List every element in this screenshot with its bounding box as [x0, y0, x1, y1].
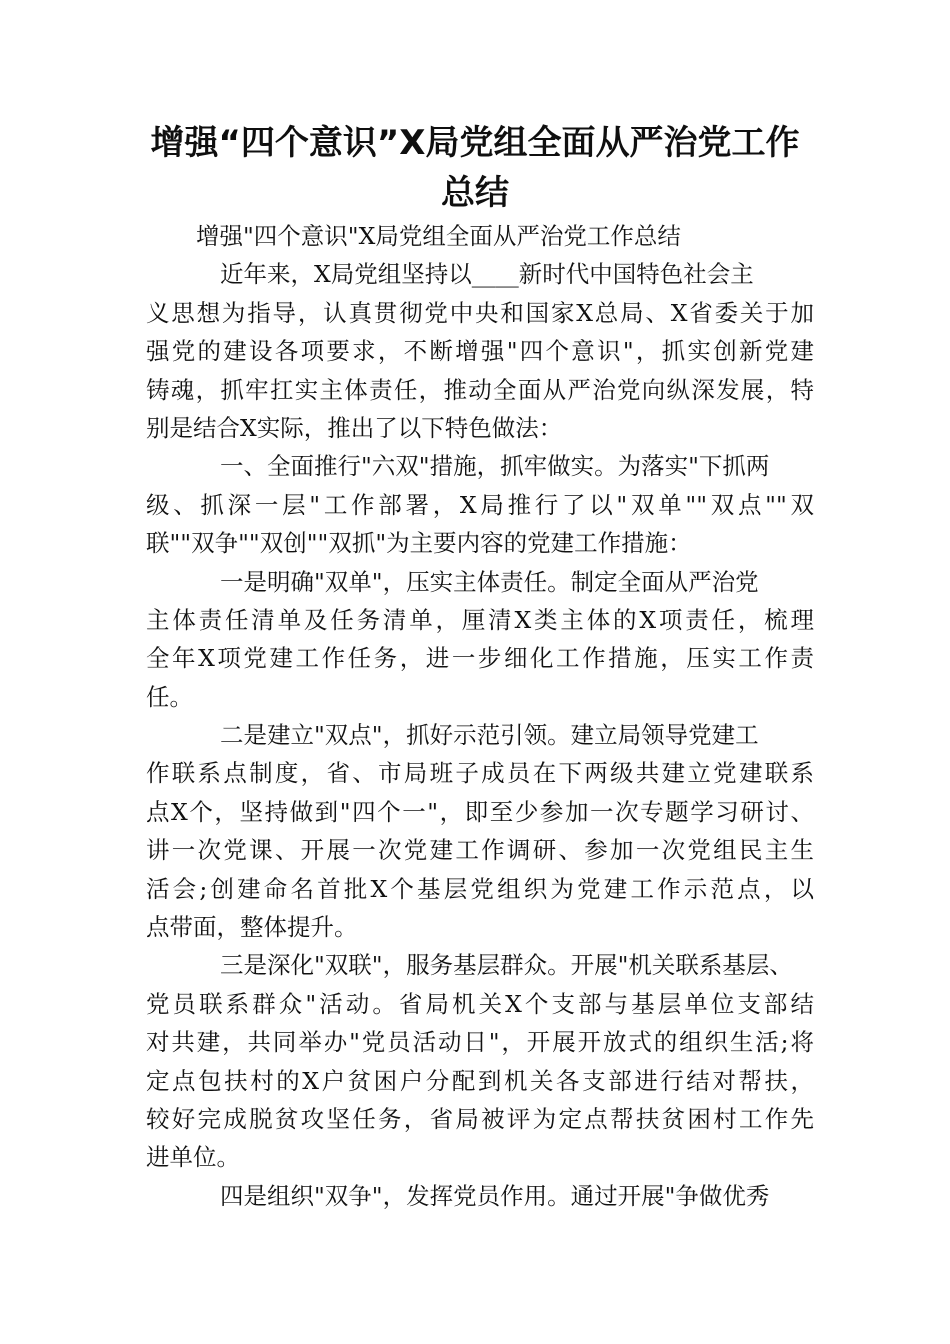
- paragraph-line: 较好完成脱贫攻坚任务，省局被评为定点帮扶贫困村工作先: [146, 1104, 814, 1133]
- paragraph-line: 二是建立"双点"，抓好示范引领。建立局领导党建工: [220, 721, 759, 750]
- paragraph-line: 近年来，X局党组坚持以____新时代中国特色社会主: [220, 260, 754, 289]
- paragraph-line: 一是明确"双单"，压实主体责任。制定全面从严治党: [220, 567, 759, 596]
- paragraph-line: 定点包扶村的X户贫困户分配到机关各支部进行结对帮扶，: [146, 1066, 814, 1095]
- subtitle-line: 增强"四个意识"X局党组全面从严治党工作总结: [196, 222, 681, 250]
- paragraph-line: 义思想为指导，认真贯彻党中央和国家X总局、X省委关于加: [146, 298, 814, 327]
- paragraph-line: 别是结合X实际，推出了以下特色做法：: [146, 413, 563, 442]
- paragraph-line: 主体责任清单及任务清单，厘清X类主体的X项责任，梳理: [146, 605, 814, 634]
- paragraph-line: 对共建，共同举办"党员活动日"，开展开放式的组织生活;将: [146, 1028, 814, 1057]
- paragraph-line: 点带面，整体提升。: [146, 913, 358, 942]
- paragraph-line: 任。: [146, 682, 193, 711]
- paragraph-line: 点X个，坚持做到"四个一"，即至少参加一次专题学习研讨、: [146, 797, 814, 826]
- document-body: [146, 217, 814, 1215]
- paragraph-line: 联""双争""双创""双抓"为主要内容的党建工作措施：: [146, 529, 692, 558]
- paragraph-line: 强党的建设各项要求，不断增强"四个意识"，抓实创新党建: [146, 337, 814, 366]
- paragraph-line: 铸魂，抓牢扛实主体责任，推动全面从严治党向纵深发展，特: [146, 375, 814, 404]
- paragraph-line: 讲一次党课、开展一次党建工作调研、参加一次党组民主生: [146, 836, 814, 865]
- paragraph-line: 活会;创建命名首批X个基层党组织为党建工作示范点，以: [146, 874, 814, 903]
- title-line-1: 增强“四个意识”X局党组全面从严治党工作: [150, 123, 800, 163]
- paragraph-line: 作联系点制度，省、市局班子成员在下两级共建立党建联系: [146, 759, 814, 788]
- document-title: [120, 118, 830, 218]
- paragraph-line: 进单位。: [146, 1143, 240, 1172]
- paragraph-line: 三是深化"双联"，服务基层群众。开展"机关联系基层、: [220, 951, 793, 980]
- paragraph-line: 全年X项党建工作任务，进一步细化工作措施，压实工作责: [146, 644, 814, 673]
- paragraph-line: 党员联系群众"活动。省局机关X个支部与基层单位支部结: [146, 989, 814, 1018]
- paragraph-line: 四是组织"双争"，发挥党员作用。通过开展"争做优秀: [220, 1181, 770, 1210]
- title-line-2: 总结: [441, 173, 509, 213]
- paragraph-line: 级、抓深一层"工作部署，X局推行了以"双单""双点""双: [146, 490, 814, 519]
- paragraph-line: 一、全面推行"六双"措施，抓牢做实。为落实"下抓两: [220, 452, 770, 481]
